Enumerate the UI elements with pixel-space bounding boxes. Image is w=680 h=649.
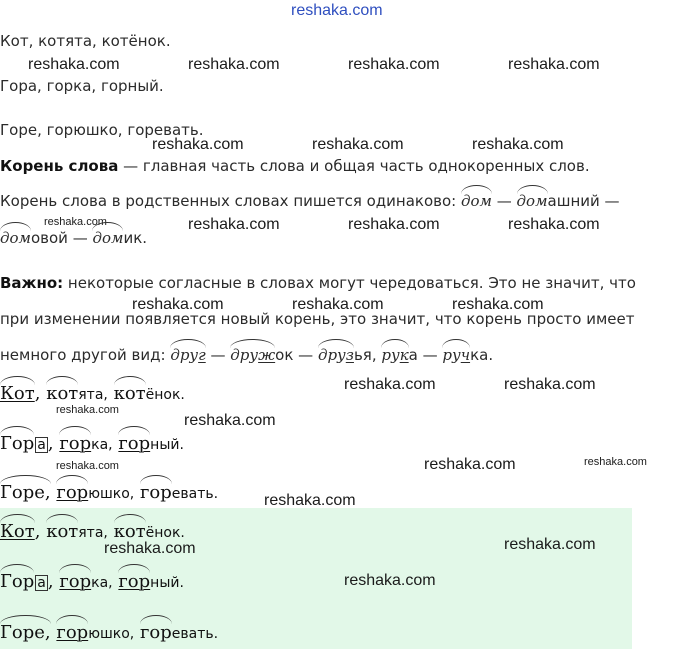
important-text: некоторые согласные в словах могут чередоваться. Это не значит, что	[63, 274, 636, 292]
root-dom: дом	[92, 229, 124, 247]
root-kot: кот	[46, 383, 79, 404]
ending-box: а	[37, 575, 46, 591]
watermark: reshaka.com	[28, 56, 120, 73]
ending-box: а	[37, 437, 46, 453]
root-kot: кот	[46, 521, 79, 542]
root-gor: гор	[118, 571, 151, 592]
watermark: reshaka.com	[348, 56, 440, 73]
watermark: reshaka.com	[504, 376, 596, 393]
root-gor: Гор	[0, 433, 35, 454]
root-gor: гор	[56, 482, 89, 503]
suffix-text: овой —	[30, 229, 88, 247]
root-kot: Кот	[0, 383, 35, 404]
important-term: Важно:	[0, 274, 64, 292]
analysis-gora-highlight: Гор а , горка, горный.	[0, 571, 184, 592]
root-gor: гор	[140, 622, 172, 643]
suffix-text: ья,	[353, 346, 377, 364]
analysis-kot: Кот, котята, котёнок.	[0, 383, 185, 404]
analysis-gora: Гор а , горка, горный.	[0, 433, 184, 454]
root-gor: гор	[59, 571, 92, 592]
root-druz: друз	[317, 346, 354, 364]
dash: —	[210, 346, 226, 364]
watermark: reshaka.com	[264, 492, 356, 509]
root-gor: гор	[59, 433, 92, 454]
watermark: reshaka.com	[312, 136, 404, 153]
word-family-kot: Кот, котята, котёнок.	[0, 32, 171, 50]
same-root-line-1	[0, 192, 620, 210]
dash: —	[496, 192, 512, 210]
watermark: reshaka.com	[152, 136, 244, 153]
watermark: reshaka.com	[104, 540, 196, 557]
root-kot: кот	[113, 521, 146, 542]
definition-term: Корень слова	[0, 157, 119, 175]
watermark: reshaka.com	[452, 296, 544, 313]
word-family-gore: Горе, горюшко, горевать.	[0, 121, 204, 139]
root-gor: гор	[56, 622, 89, 643]
watermark: reshaka.com	[44, 216, 107, 228]
root-gore: Горе,	[0, 622, 51, 643]
watermark: reshaka.com	[424, 456, 516, 473]
word-family-gora: Гора, горка, горный.	[0, 77, 164, 95]
analysis-gore: Горе, горюшко, горевать.	[0, 482, 219, 503]
definition-line	[0, 157, 590, 175]
watermark: reshaka.com	[292, 296, 384, 313]
watermark: reshaka.com	[508, 56, 600, 73]
watermark: reshaka.com	[132, 296, 224, 313]
root-kot: кот	[113, 383, 146, 404]
root-gor: гор	[118, 433, 151, 454]
root-drug: друг	[170, 346, 206, 364]
root-druzh: друж	[230, 346, 276, 364]
watermark: reshaka.com	[348, 216, 440, 233]
important-line-2: при изменении появляется новый корень, это значит, что корень просто имеет	[0, 310, 635, 328]
root-ruch: руч	[442, 346, 471, 364]
root-gor: гор	[140, 482, 172, 503]
suffix-text: ашний —	[547, 192, 620, 210]
root-ruk: рук	[381, 346, 409, 364]
watermark: reshaka.com	[344, 572, 436, 589]
definition-text: — главная часть слова и общая часть однокоренных слов.	[118, 157, 590, 175]
watermark: reshaka.com	[188, 216, 280, 233]
root-dom: дом	[516, 192, 548, 210]
root-dom: дом	[0, 229, 31, 247]
root-kot: Кот	[0, 521, 35, 542]
suffix-text: ок —	[275, 346, 314, 364]
important-text: немного другой вид:	[0, 346, 166, 364]
root-gore: Горе,	[0, 482, 51, 503]
root-dom: дом	[461, 192, 492, 210]
suffix-text: ка.	[470, 346, 494, 364]
root-gor: Гор	[0, 571, 35, 592]
analysis-gore-highlight: Горе, горюшко, горевать.	[0, 622, 219, 643]
top-watermark: reshaka.com	[291, 2, 383, 19]
important-line-1	[0, 274, 636, 292]
suffix-text: а —	[408, 346, 438, 364]
watermark: reshaka.com	[472, 136, 564, 153]
important-line-3	[0, 346, 493, 364]
analysis-kot-highlight: Кот, котята, котёнок.	[0, 521, 185, 542]
watermark: reshaka.com	[344, 376, 436, 393]
watermark: reshaka.com	[184, 412, 276, 429]
watermark: reshaka.com	[56, 404, 119, 416]
watermark: reshaka.com	[56, 460, 119, 472]
watermark: reshaka.com	[188, 56, 280, 73]
same-root-line-2	[0, 229, 147, 247]
watermark: reshaka.com	[508, 216, 600, 233]
watermark: reshaka.com	[504, 536, 596, 553]
same-root-text: Корень слова в родственных словах пишется одинаково:	[0, 192, 457, 210]
watermark: reshaka.com	[584, 456, 647, 468]
suffix-text: ик.	[123, 229, 148, 247]
